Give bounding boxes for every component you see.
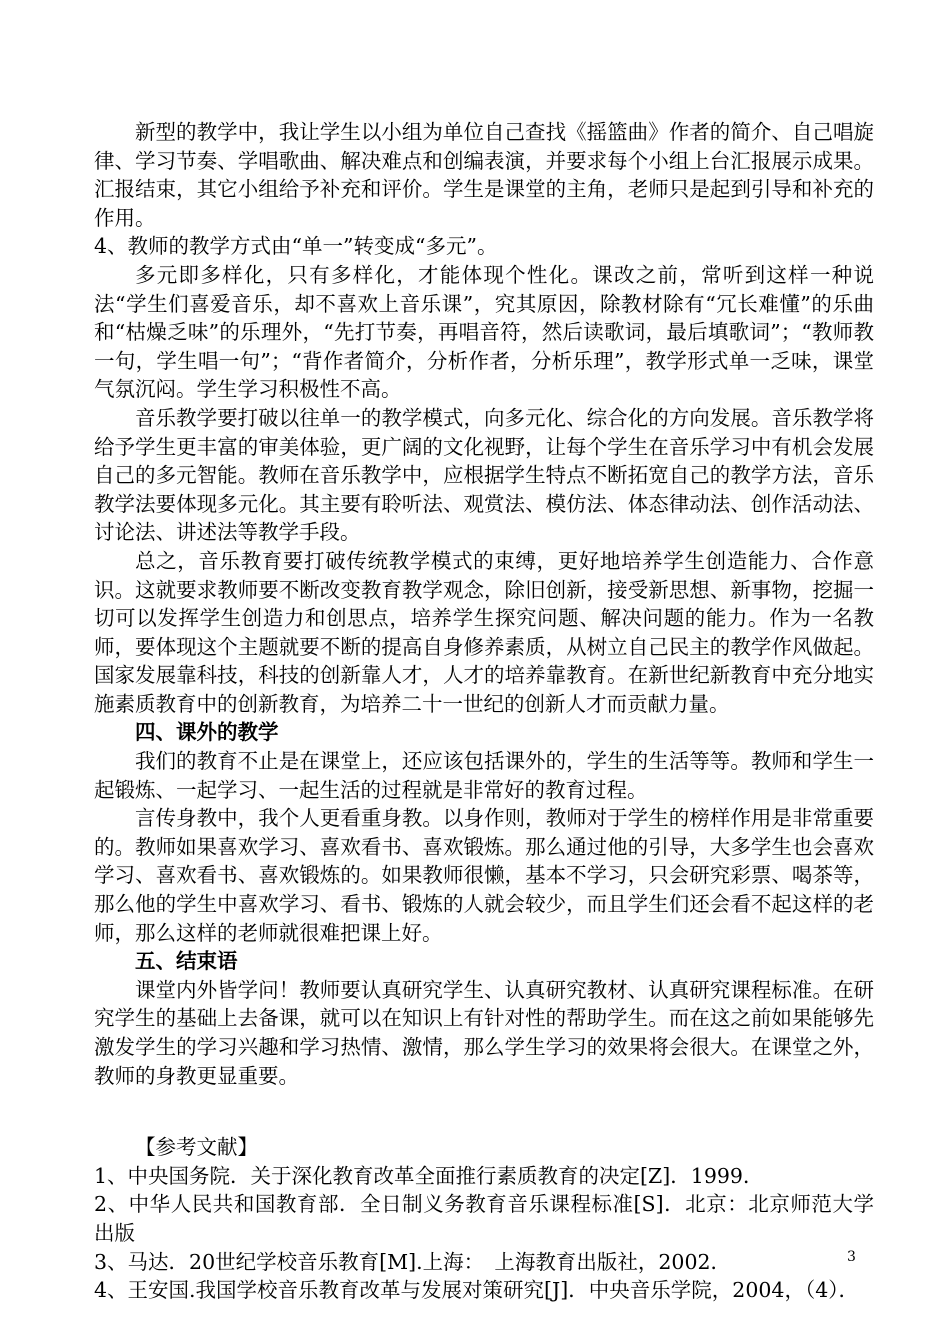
paragraph: 音乐教学要打破以往单一的教学模式，向多元化、综合化的方向发展。音乐教学将给予学生更丰富的审美体验，更广阔的文化视野，让每个学生在音乐学习中有机会发展自己的多元智能。教师在音乐教学中，应根据学生特点不断拓宽自己的教学方法，音乐教学法要体现多元化。其主要有聆听法、观赏法、模仿法、体态律动法、创作活动法、讨论法、讲述法等教学手段。: [94, 405, 874, 545]
document-body: [94, 118, 874, 1305]
paragraph: 我们的教育不止是在课堂上，还应该包括课外的，学生的生活等等。教师和学生一起锻炼、一起学习、一起生活的过程就是非常好的教育过程。: [94, 749, 874, 802]
paragraph: 课堂内外皆学问！教师要认真研究学生、认真研究教材、认真研究课程标准。在研究学生的基础上去备课，就可以在知识上有针对性的帮助学生。而在这之前如果能够先激发学生的学习兴趣和学习热情、激情，那么学生学习的效果将会很大。在课堂之外，教师的身教更显重要。: [94, 977, 874, 1088]
references-title: 【参考文献】: [135, 1135, 258, 1160]
reference-item: 2、中华人民共和国教育部．全日制义务教育音乐课程标准[S]．北京：北京师范大学出版: [94, 1192, 874, 1245]
section-item-4: 4、教师的教学方式由“单一”转变成“多元”。: [94, 234, 498, 259]
reference-item: 3、马达．20世纪学校音乐教育[M].上海： 上海教育出版社，2002．: [94, 1249, 732, 1274]
reference-item: 1、中央国务院．关于深化教育改革全面推行素质教育的决定[Z]．1999．: [94, 1163, 764, 1188]
section-heading-5: 五、结束语: [135, 949, 238, 974]
section-heading-4: 四、课外的教学: [135, 720, 279, 745]
paragraph: 言传身教中，我个人更看重身教。以身作则，教师对于学生的榜样作用是非常重要的。教师如果喜欢学习、喜欢看书、喜欢锻炼。那么通过他的引导，大多学生也会喜欢学习、喜欢看书、喜欢锻炼的。如果教师很懒，基本不学习，只会研究彩票、喝茶等，那么他的学生中喜欢学习、看书、锻炼的人就会较少，而且学生们还会看不起这样的老师，那么这样的老师就很难把课上好。: [94, 806, 874, 945]
reference-item: 4、王安国.我国学校音乐教育改革与发展对策研究[J]．中央音乐学院，2004，（4）．: [94, 1278, 859, 1303]
spacer: [94, 1090, 874, 1133]
paragraph: 总之，音乐教育要打破传统教学模式的束缚，更好地培养学生创造能力、合作意识。这就要求教师要不断改变教育教学观念，除旧创新，接受新思想、新事物，挖掘一切可以发挥学生创造力和创思点，培养学生探究问题、解决问题的能力。作为一名教师，要体现这个主题就要不断的提高自身修养素质，从树立自己民主的教学作风做起。国家发展靠科技，科技的创新靠人才，人才的培养靠教育。在新世纪新教育中充分地实施素质教育中的创新教育，为培养二十一世纪的创新人才而贡献力量。: [94, 548, 874, 716]
paragraph: 多元即多样化，只有多样化，才能体现个性化。课改之前，常听到这样一种说法“学生们喜爱音乐，却不喜欢上音乐课”，究其原因，除教材除有“冗长难懂”的乐曲和“枯燥乏味”的乐理外，“先打节奏，再唱音符，然后读歌词，最后填歌词”；“教师教一句，学生唱一句”；“背作者简介，分析作者，分析乐理”，教学形式单一乏味，课堂气氛沉闷。学生学习积极性不高。: [94, 262, 874, 402]
page-number: 3: [847, 1249, 856, 1265]
paragraph: 新型的教学中，我让学生以小组为单位自己查找《摇篮曲》作者的简介、自己唱旋律、学习节奏、学唱歌曲、解决难点和创编表演，并要求每个小组上台汇报展示成果。汇报结束，其它小组给予补充和评价。学生是课堂的主角，老师只是起到引导和补充的作用。: [94, 120, 874, 230]
